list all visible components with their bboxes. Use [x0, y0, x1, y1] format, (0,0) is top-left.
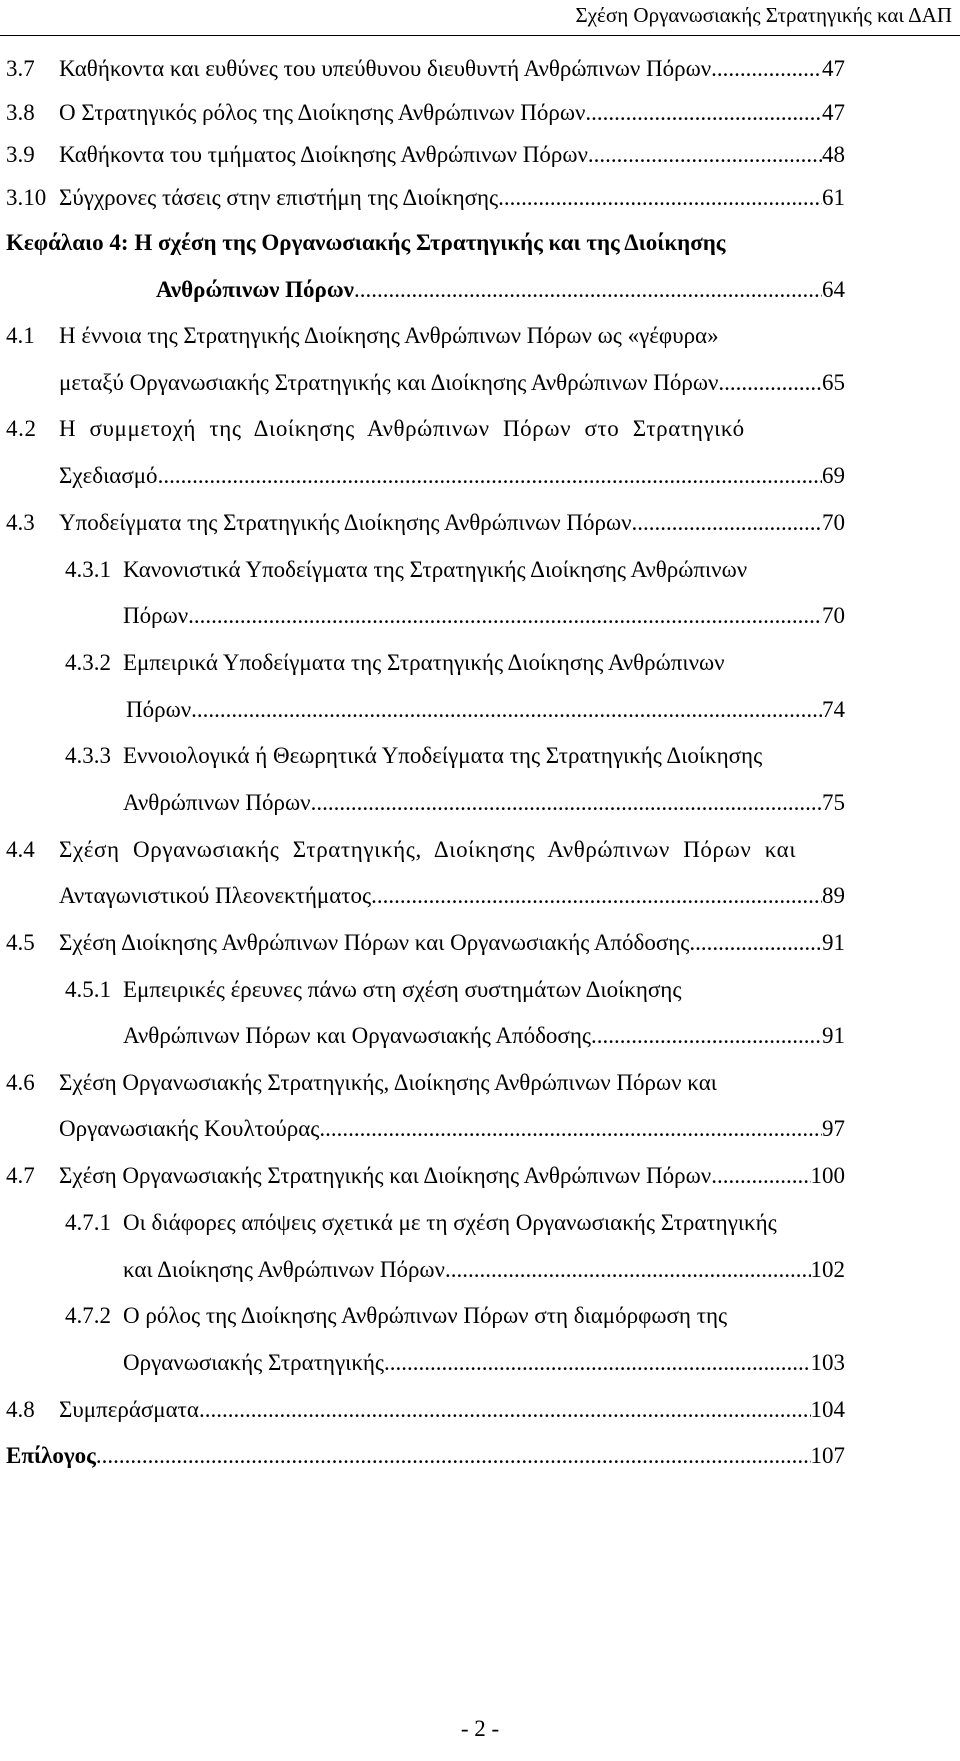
toc-page: 48: [822, 142, 845, 167]
toc-entry-4-5-1-cont[interactable]: [123, 1018, 845, 1054]
toc-page: 91: [822, 1023, 845, 1048]
toc-title: Η έννοια της Στρατηγικής Διοίκησης Ανθρώπινων Πόρων ως «γέφυρα»: [59, 323, 719, 348]
toc-page: 74: [822, 697, 845, 722]
toc-entry-4-3-3[interactable]: [65, 738, 845, 774]
toc-leader: [718, 365, 822, 401]
toc-title: Κεφάλαιο 4: Η σχέση της Οργανωσιακής Στρατηγικής και της Διοίκησης: [6, 230, 726, 255]
toc-title: Σχεδιασμό: [59, 463, 158, 488]
toc-page: 70: [822, 510, 845, 535]
toc-number: 3.8: [6, 100, 35, 125]
toc-leader: [191, 692, 822, 728]
toc-entry-4-7-2-cont[interactable]: [123, 1345, 845, 1381]
toc-page: 69: [822, 463, 845, 488]
toc-entry-4-6[interactable]: [6, 1065, 845, 1101]
toc-number: 4.3.1: [65, 557, 111, 582]
toc-entry-4-2[interactable]: [6, 411, 845, 447]
toc-number: 4.2: [6, 416, 37, 441]
toc-leader: [591, 1018, 822, 1054]
toc-title: Ο Στρατηγικός ρόλος της Διοίκησης Ανθρώπινων Πόρων: [59, 100, 586, 125]
toc-number: 3.10: [6, 185, 47, 210]
toc-page: 89: [822, 883, 845, 908]
toc-entry-4-3-1[interactable]: [65, 552, 845, 588]
toc-page: 97: [822, 1116, 845, 1141]
toc-leader: [632, 505, 822, 541]
toc-entry-3-9[interactable]: [6, 137, 845, 173]
toc-page: 102: [810, 1257, 845, 1282]
toc-page: 107: [810, 1443, 845, 1468]
toc-leader: [371, 878, 822, 914]
toc-leader: [498, 180, 822, 216]
toc-number: 4.3.2: [65, 650, 111, 675]
toc-leader: [711, 51, 822, 87]
running-header: Σχέση Οργανωσιακής Στρατηγικής και ΔΑΠ: [575, 3, 952, 27]
toc-title: Συμπεράσματα: [59, 1397, 199, 1422]
toc-title: Καθήκοντα του τμήματος Διοίκησης Ανθρώπινων Πόρων: [59, 142, 588, 167]
toc-entry-4-1-cont[interactable]: [59, 365, 845, 401]
toc-page: 65: [822, 370, 845, 395]
toc-title: Σχέση Οργανωσιακής Στρατηγικής, Διοίκησης Ανθρώπινων Πόρων και: [59, 1070, 717, 1095]
toc-title: Κανονιστικά Υποδείγματα της Στρατηγικής Διοίκησης Ανθρώπινων: [123, 557, 748, 582]
toc-title: Ανθρώπινων Πόρων: [156, 277, 354, 302]
toc-number: 4.7.2: [65, 1303, 111, 1328]
toc-number: 3.9: [6, 142, 35, 167]
toc-title: Η συμμετοχή της Διοίκησης Ανθρώπινων Πόρων στο Στρατηγικό: [59, 416, 745, 441]
toc-leader: [188, 598, 822, 634]
toc-entry-epilogue[interactable]: [6, 1438, 845, 1474]
toc-number: 4.8: [6, 1397, 35, 1422]
toc-entry-4-5-1[interactable]: [65, 972, 845, 1008]
toc-leader: [384, 1345, 810, 1381]
toc-number: 4.5.1: [65, 977, 111, 1002]
toc-entry-4-3-1-cont[interactable]: [123, 598, 845, 634]
toc-number: 4.1: [6, 323, 35, 348]
toc-number: 4.7: [6, 1163, 35, 1188]
toc-title: Σχέση Διοίκησης Ανθρώπινων Πόρων και Οργανωσιακής Απόδοσης: [59, 930, 690, 955]
toc-leader: [354, 272, 822, 308]
toc-entry-4-7-1-cont[interactable]: [123, 1252, 845, 1288]
toc-number: 4.7.1: [65, 1210, 111, 1235]
toc-leader: [689, 925, 822, 961]
toc-number: 4.3: [6, 510, 35, 535]
toc-title: Ανθρώπινων Πόρων: [123, 790, 311, 815]
toc-number: 3.7: [6, 56, 35, 81]
toc-leader: [588, 137, 822, 173]
toc-leader: [311, 785, 822, 821]
toc-leader: [585, 95, 822, 131]
toc-number: 4.4: [6, 837, 35, 862]
toc-title: Σχέση Οργανωσιακής Στρατηγικής, Διοίκησης Ανθρώπινων Πόρων και: [59, 837, 797, 862]
toc-entry-4-4[interactable]: [6, 832, 845, 868]
toc-number: 4.6: [6, 1070, 35, 1095]
toc-entry-4-7-2[interactable]: [65, 1298, 845, 1334]
toc-leader: [445, 1252, 811, 1288]
toc-leader: [711, 1158, 810, 1194]
toc-chapter-4-heading[interactable]: [6, 225, 845, 261]
toc-title: Καθήκοντα και ευθύνες του υπεύθυνου διευθυντή Ανθρώπινων Πόρων: [59, 56, 712, 81]
toc-entry-4-7[interactable]: [6, 1158, 845, 1194]
toc-entry-4-5[interactable]: [6, 925, 845, 961]
toc-entry-4-7-1[interactable]: [65, 1205, 845, 1241]
toc-entry-3-8[interactable]: [6, 95, 845, 131]
toc-title: Σύγχρονες τάσεις στην επιστήμη της Διοίκησης: [59, 185, 499, 210]
toc-entry-4-6-cont[interactable]: [59, 1111, 845, 1147]
toc-page: 100: [810, 1163, 845, 1188]
toc-page: 103: [810, 1350, 845, 1375]
toc-entry-4-2-cont[interactable]: [59, 458, 845, 494]
toc-entry-4-3[interactable]: [6, 505, 845, 541]
toc-title: Εμπειρικές έρευνες πάνω στη σχέση συστημάτων Διοίκησης: [123, 977, 682, 1002]
toc-title: Οι διάφορες απόψεις σχετικά με τη σχέση Οργανωσιακής Στρατηγικής: [123, 1210, 777, 1235]
toc-leader: [158, 458, 822, 494]
toc-title: Ανθρώπινων Πόρων και Οργανωσιακής Απόδοσης: [123, 1023, 591, 1048]
toc-entry-4-8[interactable]: [6, 1392, 845, 1428]
toc-title: Υποδείγματα της Στρατηγικής Διοίκησης Ανθρώπινων Πόρων: [59, 510, 632, 535]
toc-page: 47: [822, 56, 845, 81]
toc-leader: [199, 1392, 811, 1428]
toc-entry-3-10[interactable]: [6, 180, 845, 216]
toc-title: Ανταγωνιστικού Πλεονεκτήματος: [59, 883, 372, 908]
toc-entry-4-3-2-cont[interactable]: [126, 692, 845, 728]
page-number: - 2 -: [460, 1716, 500, 1741]
toc-entry-4-4-cont[interactable]: [59, 878, 845, 914]
toc-entry-4-3-2[interactable]: [65, 645, 845, 681]
toc-title: Οργανωσιακής Στρατηγικής: [123, 1350, 385, 1375]
toc-title: και Διοίκησης Ανθρώπινων Πόρων: [123, 1257, 445, 1282]
toc-number: 4.5: [6, 930, 35, 955]
toc-entry-3-7[interactable]: [6, 51, 845, 87]
toc-leader: [319, 1111, 822, 1147]
toc-number: 4.3.3: [65, 743, 111, 768]
toc-title: Επίλογος: [6, 1443, 96, 1468]
toc-page: 47: [822, 100, 845, 125]
toc-page: 61: [822, 185, 845, 210]
toc-title: Εννοιολογικά ή Θεωρητικά Υποδείγματα της Στρατηγικής Διοίκησης: [123, 743, 763, 768]
toc-entry-4-3-3-cont[interactable]: [123, 785, 845, 821]
toc-title: Πόρων: [126, 697, 192, 722]
toc-page: 70: [822, 603, 845, 628]
toc-title: μεταξύ Οργανωσιακής Στρατηγικής και Διοίκησης Ανθρώπινων Πόρων: [59, 370, 719, 395]
toc-title: Σχέση Οργανωσιακής Στρατηγικής και Διοίκησης Ανθρώπινων Πόρων: [59, 1163, 712, 1188]
toc-leader: [96, 1438, 811, 1474]
toc-page: 75: [822, 790, 845, 815]
toc-entry-4-1[interactable]: [6, 318, 845, 354]
toc-title: Πόρων: [123, 603, 189, 628]
toc-page: 64: [822, 277, 845, 302]
toc-page: 104: [810, 1397, 845, 1422]
toc-page: 91: [822, 930, 845, 955]
toc-title: Εμπειρικά Υποδείγματα της Στρατηγικής Διοίκησης Ανθρώπινων: [123, 650, 725, 675]
toc-chapter-4-heading-cont[interactable]: [156, 272, 845, 308]
toc-title: Οργανωσιακής Κουλτούρας: [59, 1116, 320, 1141]
toc-title: Ο ρόλος της Διοίκησης Ανθρώπινων Πόρων στη διαμόρφωση της: [123, 1303, 728, 1328]
